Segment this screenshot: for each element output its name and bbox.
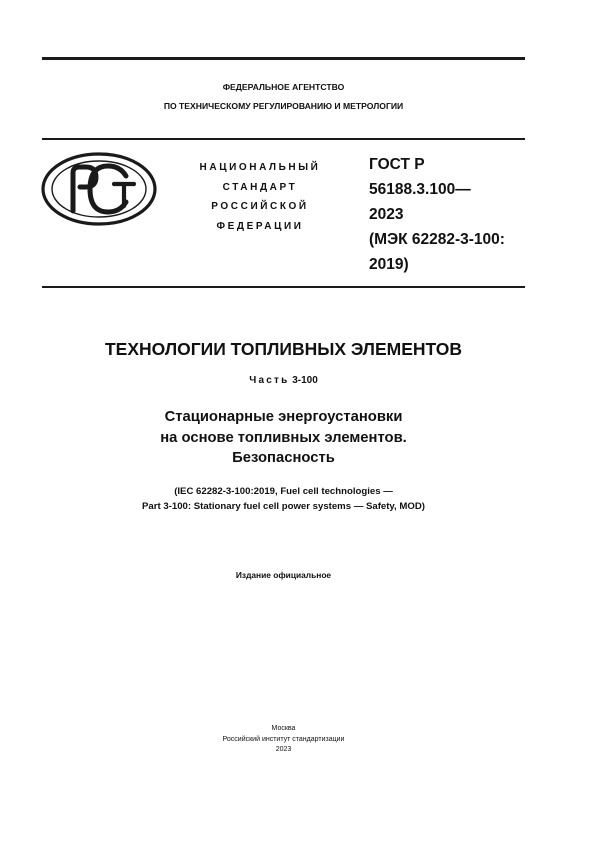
iec-reference [42, 484, 525, 514]
subtitle-line: Безопасность [232, 450, 335, 466]
rst-mark-icon [40, 151, 158, 227]
standard-designation [369, 152, 539, 277]
document-subtitle [42, 407, 525, 469]
imprint-city: Москва [271, 725, 296, 732]
edition-label: Издание официальное [235, 570, 332, 580]
national-standard-line: РОССИЙСКОЙ [211, 201, 309, 212]
designation-line: 2023 [369, 206, 404, 223]
national-standard-line: НАЦИОНАЛЬНЫЙ [199, 162, 321, 173]
imprint-publisher: Российский институт стандартизации [222, 735, 345, 743]
agency-name-line2: ПО ТЕХНИЧЕСКОМУ РЕГУЛИРОВАНИЮ И МЕТРОЛОГИИ [163, 101, 404, 111]
subtitle-line: Стационарные энергоустановки [164, 409, 403, 425]
part-number [42, 375, 525, 386]
designation-rule [42, 286, 525, 288]
document-title: ТЕХНОЛОГИИ ТОПЛИВНЫХ ЭЛЕМЕНТОВ [104, 339, 463, 359]
iec-reference-line: Part 3-100: Stationary fuel cell power systems — Safety, MOD) [142, 501, 425, 512]
agency-name-line1: ФЕДЕРАЛЬНОЕ АГЕНТСТВО [222, 82, 345, 92]
header-rule [42, 138, 525, 140]
designation-line: ГОСТ Р [369, 156, 425, 173]
subtitle-line: на основе топливных элементов. [160, 429, 407, 446]
imprint [42, 724, 525, 756]
part-label: Часть [249, 375, 290, 386]
designation-line: 56188.3.100— [369, 181, 471, 198]
imprint-year: 2023 [275, 746, 292, 753]
designation-line: (МЭК 62282-3-100: [369, 231, 505, 248]
designation-line: 2019) [369, 256, 409, 273]
national-standard-line: ФЕДЕРАЦИИ [216, 220, 304, 232]
iec-reference-line: (IEC 62282-3-100:2019, Fuel cell technologies — [174, 486, 393, 497]
top-rule [42, 57, 525, 60]
part-value: 3-100 [292, 375, 318, 386]
national-standard-label [172, 158, 348, 236]
national-standard-line: СТАНДАРТ [222, 181, 298, 193]
